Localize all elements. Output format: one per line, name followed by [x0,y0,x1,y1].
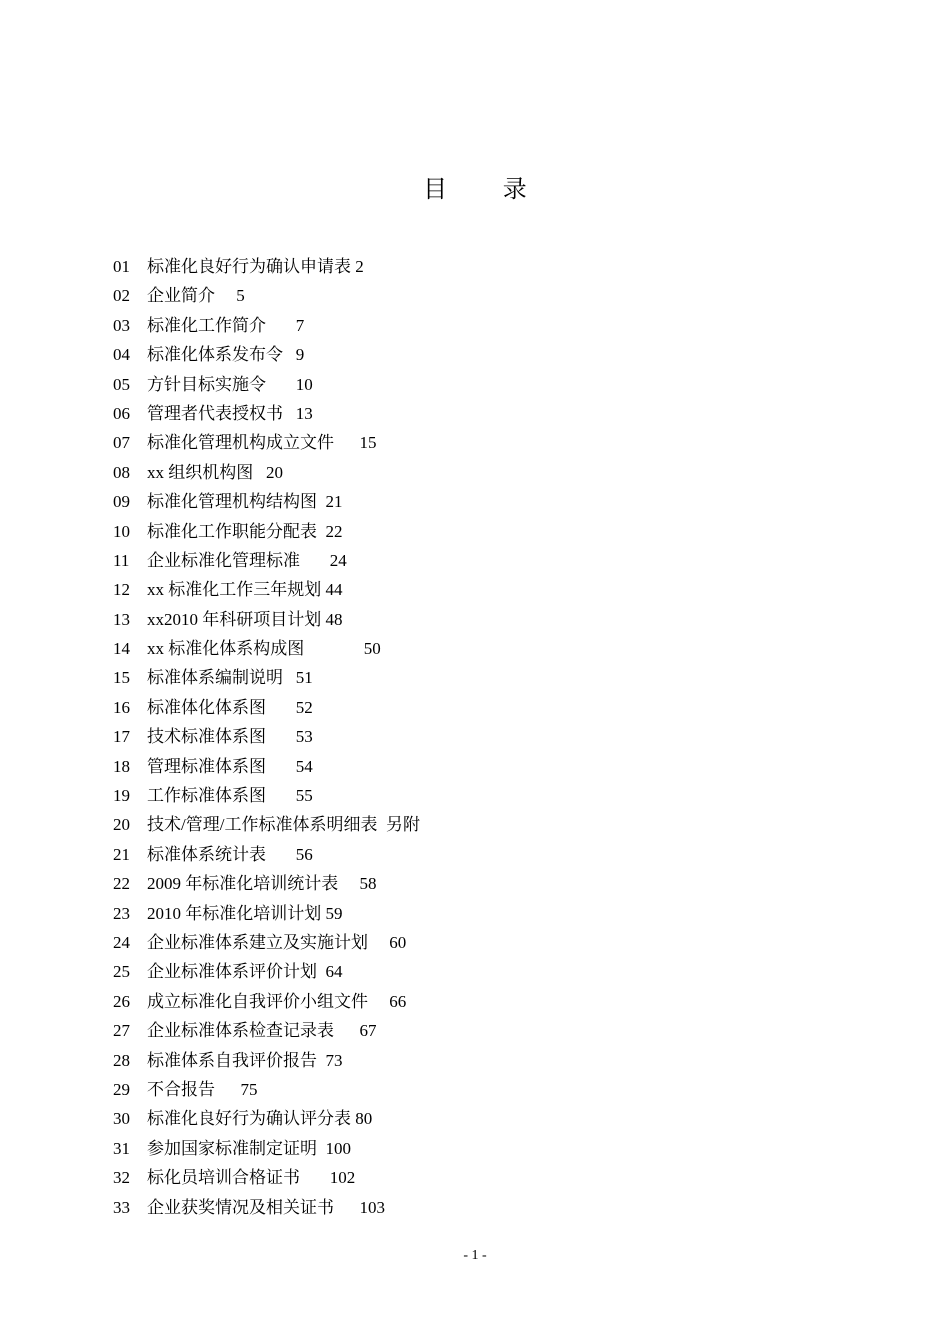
toc-entry-text: xx 组织机构图 20 [147,462,283,482]
toc-entry [113,722,420,751]
toc-entry-text: 标准化良好行为确认评分表 80 [147,1109,373,1129]
toc-entry-text: 标准化管理机构成立文件 15 [147,433,377,453]
toc-entry [113,987,420,1016]
toc-entry [113,1163,420,1192]
toc-entry-number: 27 [113,1021,130,1041]
toc-entry-text: 企业获奖情况及相关证书 103 [147,1197,385,1217]
toc-entry-number: 23 [113,903,130,923]
toc-entry [113,370,420,399]
toc-entry-number: 09 [113,492,130,512]
toc-entry-number: 01 [113,257,130,276]
toc-entry-text: 成立标准化自我评价小组文件 66 [147,991,407,1011]
toc-entry-text: 不合报告 75 [147,1079,258,1099]
toc-entry-number: 30 [113,1109,130,1129]
toc-entry-text: 企业标准体系建立及实施计划 60 [147,932,407,952]
toc-entry-number: 24 [113,932,130,952]
toc-entry-number: 17 [113,727,130,747]
toc-entry-text: 标准化管理机构结构图 21 [147,492,343,512]
toc-entry-text: 企业标准体系评价计划 64 [147,962,343,982]
toc-entry-text: 标准体系自我评价报告 73 [147,1050,343,1070]
toc-entry-number: 12 [113,580,130,600]
toc-entry [113,869,420,898]
toc-entry-text: 2009 年标准化培训统计表 58 [147,874,377,894]
toc-entry-number: 11 [113,550,130,570]
toc-entry-text: 标准体化体系图 52 [147,697,313,717]
toc-entry-number: 16 [113,697,130,717]
toc-entry [113,1046,420,1075]
toc-entry-number: 25 [113,962,130,982]
toc-entry-text: xx2010 年科研项目计划 48 [147,609,343,629]
toc-entry-text: xx 标准化体系构成图 50 [147,639,381,659]
toc-entry-text: 方针目标实施令 10 [147,374,313,394]
toc-entry-number: 15 [113,668,130,688]
toc-entry-text: 2010 年标准化培训计划 59 [147,903,343,923]
toc-entry [113,517,420,546]
toc-entry-text: 标化员培训合格证书 102 [147,1168,356,1188]
toc-entry-text: 标准化体系发布令 9 [147,345,305,365]
toc-entry [113,634,420,663]
toc-entry [113,781,420,810]
toc-entry-text: 标准化工作简介 7 [147,315,305,335]
toc-entry [113,252,420,281]
toc-entry [113,428,420,457]
toc-entry-number: 04 [113,345,130,365]
page-number: - 1 - [463,1248,487,1263]
toc-entry [113,546,420,575]
toc-entry [113,957,420,986]
toc-entry-number: 05 [113,374,130,394]
toc-entry [113,840,420,869]
toc-entry-number: 26 [113,991,130,1011]
toc-entry-number: 18 [113,756,130,776]
toc-entry-text: 企业标准体系检查记录表 67 [147,1021,377,1041]
toc-entry [113,1075,420,1104]
toc-entry-number: 21 [113,844,130,864]
toc-entry [113,752,420,781]
toc-entry [113,399,420,428]
toc-entry-text: 管理标准体系图 54 [147,756,313,776]
toc-entry-number: 22 [113,874,130,894]
toc-entry [113,458,420,487]
toc-entry [113,693,420,722]
toc-entry-number: 10 [113,521,130,541]
toc-entry [113,928,420,957]
toc-entry-number: 06 [113,403,130,423]
toc-entry-text: 企业标准化管理标准 24 [147,550,347,570]
toc-entry-text: 管理者代表授权书 13 [147,403,313,423]
toc-entry-text: 标准化工作职能分配表 22 [147,521,343,541]
toc-entry [113,605,420,634]
toc-entry [113,810,420,839]
toc-entry-number: 31 [113,1138,130,1158]
toc-entry-number: 29 [113,1079,130,1099]
toc-entry [113,575,420,604]
toc-entry [113,1134,420,1163]
toc-entry-text: 工作标准体系图 55 [147,786,313,806]
toc-entry-text: xx 标准化工作三年规划 44 [147,580,343,600]
toc-entry-text: 标准体系统计表 56 [147,844,313,864]
toc-entry-number: 33 [113,1197,130,1217]
toc-entry-number: 03 [113,315,130,335]
table-of-contents [113,252,420,1222]
toc-entry-text: 技术标准体系图 53 [147,727,313,747]
toc-entry [113,1016,420,1045]
toc-entry [113,487,420,516]
toc-entry [113,281,420,310]
toc-entry [113,663,420,692]
toc-entry-text: 参加国家标准制定证明 100 [147,1138,351,1158]
toc-entry-text: 企业简介 5 [147,286,245,306]
toc-entry-number: 13 [113,609,130,629]
toc-entry-number: 19 [113,786,130,806]
toc-entry-number: 14 [113,639,130,659]
toc-entry-number: 32 [113,1168,130,1188]
toc-entry-text: 标准体系编制说明 51 [147,668,313,688]
toc-entry-number: 28 [113,1050,130,1070]
toc-entry-number: 08 [113,462,130,482]
page-title: 目 录 [423,175,551,203]
toc-entry-number: 02 [113,286,130,306]
toc-entry [113,899,420,928]
toc-entry-text: 技术/管理/工作标准体系明细表 另附 [147,815,420,835]
toc-entry-text: 标准化良好行为确认申请表 2 [147,257,364,276]
toc-entry [113,1193,420,1222]
toc-entry-number: 07 [113,433,130,453]
toc-entry [113,340,420,369]
toc-entry [113,311,420,340]
toc-entry-number: 20 [113,815,130,835]
toc-entry [113,1104,420,1133]
